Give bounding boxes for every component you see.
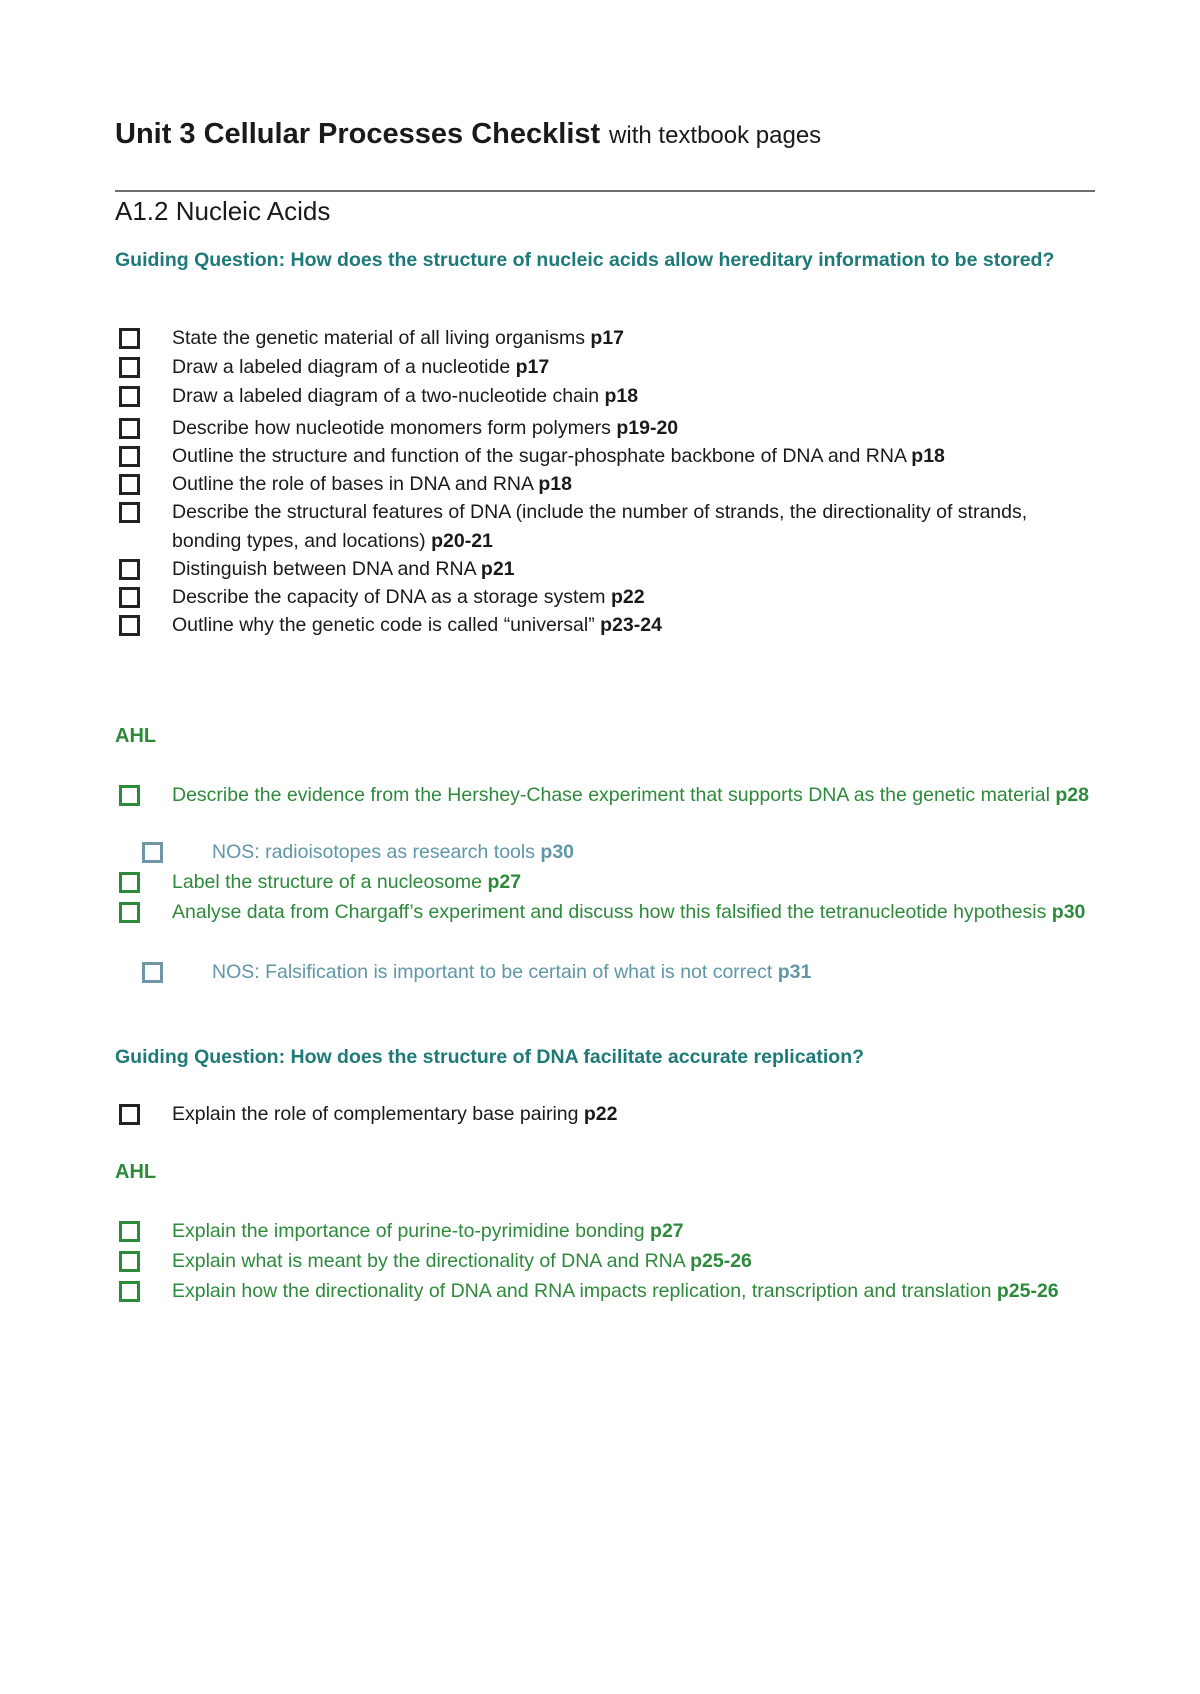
ahl-label: AHL: [115, 725, 157, 747]
item-text: Outline why the genetic code is called “universal”: [172, 614, 601, 636]
item-text: Explain the role of complementary base pairing: [172, 1103, 584, 1125]
item-text: Outline the structure and function of the sugar-phosphate backbone of DNA and RNA: [172, 445, 912, 467]
checkbox-icon[interactable]: [119, 446, 140, 467]
item-text: Draw a labeled diagram of a two-nucleotide chain: [172, 385, 605, 407]
page-ref: p18: [911, 445, 945, 467]
title-main: Unit 3 Cellular Processes Checklist: [115, 118, 601, 150]
item-text: NOS: radioisotopes as research tools: [212, 841, 541, 863]
checkbox-icon[interactable]: [119, 1104, 140, 1125]
checkbox-icon[interactable]: [119, 418, 140, 439]
page-ref: p20-21: [431, 530, 493, 552]
page-ref: p18: [538, 473, 572, 495]
item-text: Distinguish between DNA and RNA: [172, 558, 481, 580]
item-text: Outline the role of bases in DNA and RNA: [172, 473, 539, 495]
title-divider: [115, 190, 1095, 192]
item-text: Describe the structural features of DNA (include the number of strands, the directionality of strands, bonding types, and locations): [172, 501, 1028, 552]
page-ref: p17: [590, 327, 624, 349]
checkbox-icon[interactable]: [119, 615, 140, 636]
item-text: NOS: Falsification is important to be certain of what is not correct: [212, 961, 778, 983]
checkbox-icon[interactable]: [119, 1251, 140, 1272]
item-text: State the genetic material of all living organisms: [172, 327, 591, 349]
item-text: Analyse data from Chargaff’s experiment and discuss how this falsified the tetranucleotide hypothesis: [172, 901, 1052, 923]
checkbox-icon[interactable]: [119, 902, 140, 923]
checkbox-icon[interactable]: [119, 1281, 140, 1302]
page-ref: p22: [583, 1103, 618, 1125]
item-text: Label the structure of a nucleosome: [172, 871, 488, 893]
page-ref: p27: [487, 871, 522, 893]
checkbox-icon[interactable]: [119, 357, 140, 378]
item-text: Explain the importance of purine-to-pyrimidine bonding: [172, 1220, 651, 1242]
checkbox-icon[interactable]: [119, 502, 140, 523]
page-ref: p22: [610, 586, 645, 608]
page-ref: p30: [540, 841, 575, 863]
item-text: Explain how the directionality of DNA and RNA impacts replication, transcription and translation: [172, 1280, 997, 1302]
title-suffix: with textbook pages: [609, 122, 822, 149]
item-text: Explain what is meant by the directionality of DNA and RNA: [172, 1250, 691, 1272]
item-text: Describe the evidence from the Hershey-Chase experiment that supports DNA as the genetic material: [172, 784, 1056, 806]
page-ref: p21: [480, 558, 515, 580]
page-ref: p28: [1055, 784, 1089, 806]
page-ref: p27: [650, 1220, 684, 1242]
checkbox-icon[interactable]: [142, 962, 163, 983]
checkbox-icon[interactable]: [142, 842, 163, 863]
page-ref: p23-24: [600, 614, 662, 636]
document-title: [115, 114, 821, 151]
checkbox-icon[interactable]: [119, 328, 140, 349]
page-ref: p25-26: [996, 1280, 1059, 1302]
checkbox-icon[interactable]: [119, 474, 140, 495]
checkbox-icon[interactable]: [119, 872, 140, 893]
checkbox-icon[interactable]: [119, 559, 140, 580]
section-heading: A1.2 Nucleic Acids: [115, 196, 331, 226]
item-text: Describe how nucleotide monomers form polymers: [172, 417, 617, 439]
item-text: Describe the capacity of DNA as a storage system: [172, 586, 611, 608]
guiding-question-2: Guiding Question: How does the structure of DNA facilitate accurate replication?: [115, 1046, 865, 1068]
page-ref: p25-26: [690, 1250, 752, 1272]
checkbox-icon[interactable]: [119, 785, 140, 806]
checkbox-icon[interactable]: [119, 386, 140, 407]
checkbox-icon[interactable]: [119, 1221, 140, 1242]
item-text: Draw a labeled diagram of a nucleotide: [172, 356, 516, 378]
page-ref: p31: [777, 961, 812, 983]
checkbox-icon[interactable]: [119, 587, 140, 608]
page-ref: p17: [515, 356, 550, 378]
page-ref: p18: [604, 385, 639, 407]
ahl-label: AHL: [115, 1161, 157, 1183]
page-ref: p19-20: [616, 417, 679, 439]
guiding-question-1: Guiding Question: How does the structure of nucleic acids allow hereditary information to be stored?: [115, 249, 1055, 271]
page-ref: p30: [1051, 901, 1086, 923]
